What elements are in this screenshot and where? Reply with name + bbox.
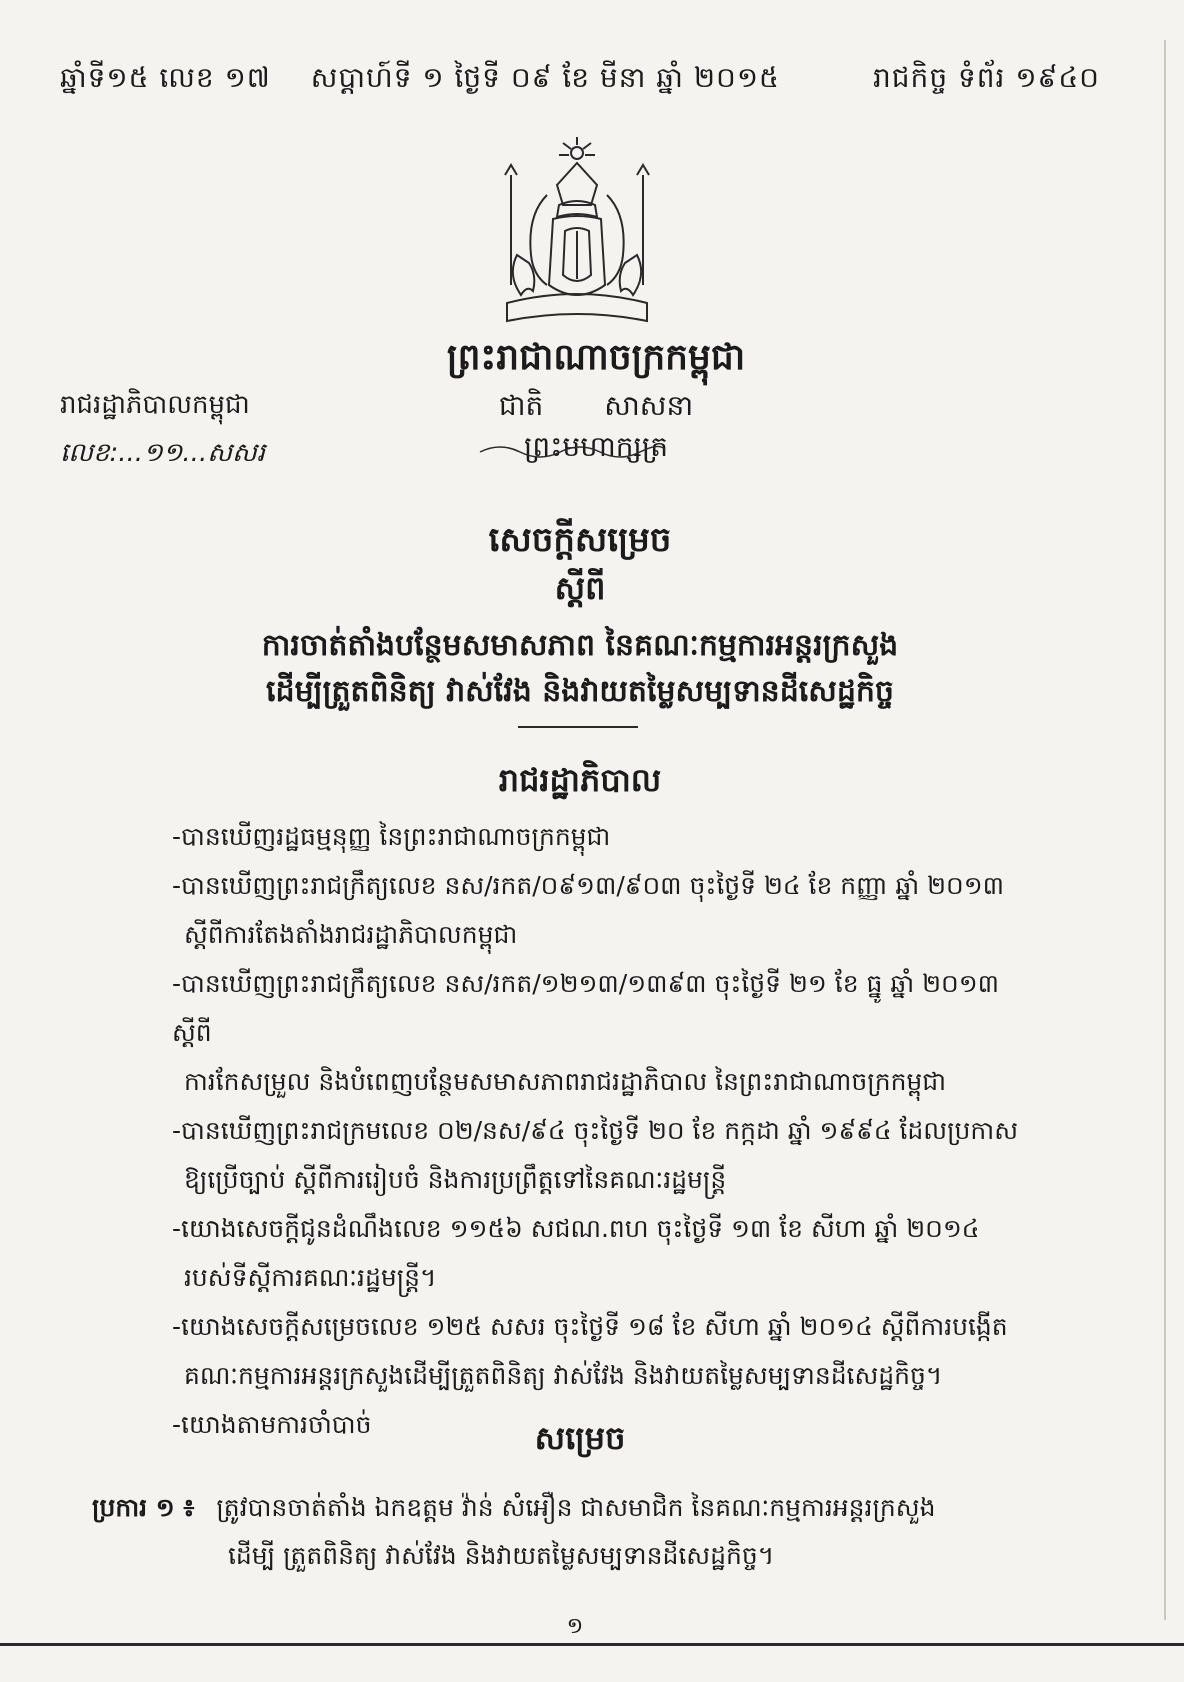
issuer-heading: រាជរដ្ឋាភិបាល (498, 761, 662, 799)
title-decision: សេចក្តីសម្រេច (488, 520, 672, 560)
consideration-item-continued: ការកែសម្រួល និងបំពេញបន្ថែមសមាសភាពរាជរដ្ឋាភិបាល នៃព្រះរាជាណាចក្រកម្ពុជា (184, 1067, 947, 1096)
motto-religion: សាសនា (604, 389, 694, 422)
gazette-page-ref: រាជកិច្ច ទំព័រ ១៩៤០ (873, 60, 1100, 94)
consideration-item: -យោងតាមការចាំបាច់ (172, 1410, 372, 1439)
consideration-item: -យោងសេចក្តីជូនដំណឹងលេខ ១១៥៦ សជណ.ពហ ចុះថ្ងៃទី ១៣ ខែ សីហា ឆ្នាំ ២០១៤ (172, 1214, 980, 1243)
consideration-item: -បានឃើញរដ្ឋធម្មនុញ្ញ នៃព្រះរាជាណាចក្រកម្ពុជា (172, 822, 611, 851)
royal-arms-emblem-icon (487, 135, 667, 335)
gazette-week-date: សប្តាហ៍ទី ១ ថ្ងៃទី ០៩ ខែ មីនា ឆ្នាំ ២០១៥ (310, 60, 780, 94)
title-divider (518, 726, 638, 728)
motto-nation: ជាតិ (498, 389, 544, 422)
gazette-header (60, 58, 1100, 102)
consideration-item-continued: ឱ្យប្រើច្បាប់ ស្តីពីការរៀបចំ និងការប្រព្រឹត្តទៅនៃគណៈរដ្ឋមន្ត្រី (184, 1165, 727, 1194)
article-1 (92, 1484, 1052, 1580)
page-number: ១ (566, 1614, 584, 1639)
kingdom-name: ព្រះរាជាណាចក្រកម្ពុជា (446, 337, 746, 378)
article-1-label: ប្រការ ១ ៖ (92, 1493, 195, 1522)
title-regarding: ស្តីពី (554, 569, 606, 607)
scan-edge-line (1164, 40, 1166, 1620)
title-subject-line-1: ការចាត់តាំងបន្ថែមសមាសភាព នៃគណៈកម្មការអន្តរក្រសួង (261, 628, 899, 663)
motto-king: ព្រះមហាក្សត្រ (524, 430, 668, 463)
article-1-text-continued: ដើម្បី ត្រួតពិនិត្យ វាស់វែង និងវាយតម្លៃសម្បទានដីសេដ្ឋកិច្ច។ (228, 1541, 775, 1570)
decides-heading: សម្រេច (534, 1419, 626, 1457)
decision-number: លេខ:...១១...សសរ (60, 438, 265, 468)
page-bottom-rule (0, 1643, 1184, 1646)
gazette-year-issue: ឆ្នាំទី១៥ លេខ ១៧ (60, 60, 271, 94)
government-name: រាជរដ្ឋាភិបាលកម្ពុជា (60, 390, 250, 420)
consideration-item-continued: ស្តីពីការតែងតាំងរាជរដ្ឋាភិបាលកម្ពុជា (184, 920, 518, 949)
consideration-item: -យោងសេចក្តីសម្រេចលេខ ១២៥ សសរ ចុះថ្ងៃទី ១៨ ខែ សីហា ឆ្នាំ ២០១៤ ស្តីពីការបង្កើត (172, 1312, 1008, 1341)
title-subject-line-2: ដើម្បីត្រួតពិនិត្យ វាស់វែង និងវាយតម្លៃសម្បទានដីសេដ្ឋកិច្ច (266, 674, 894, 709)
consideration-item-continued: គណៈកម្មការអន្តរក្រសួងដើម្បីត្រួតពិនិត្យ វាស់វែង និងវាយតម្លៃសម្បទានដីសេដ្ឋកិច្ច។ (184, 1361, 943, 1390)
considerations-list (172, 812, 1042, 1449)
consideration-item-continued: របស់ទីស្តីការគណៈរដ្ឋមន្ត្រី។ (184, 1263, 437, 1292)
consideration-item: -បានឃើញព្រះរាជក្រឹត្យលេខ នស/រកត/១២១៣/១៣៩៣ ចុះថ្ងៃទី ២១ ខែ ធ្នូ ឆ្នាំ ២០១៣ ស្តីពី (172, 969, 999, 1047)
consideration-item: -បានឃើញព្រះរាជក្រឹត្យលេខ នស/រកត/០៩១៣/៩០៣ ចុះថ្ងៃទី ២៤ ខែ កញ្ញា ឆ្នាំ ២០១៣ (172, 871, 1004, 900)
ornamental-flourish-icon (470, 440, 670, 460)
article-1-text: ត្រូវបានចាត់តាំង ឯកឧត្តម វ៉ាន់ សំអឿន ជាសមាជិក នៃគណៈកម្មការអន្តរក្រសួង (216, 1493, 936, 1522)
consideration-item: -បានឃើញព្រះរាជក្រមលេខ ០២/នស/៩៤ ចុះថ្ងៃទី ២០ ខែ កក្កដា ឆ្នាំ ១៩៩៤ ដែលប្រកាស (172, 1116, 1019, 1145)
